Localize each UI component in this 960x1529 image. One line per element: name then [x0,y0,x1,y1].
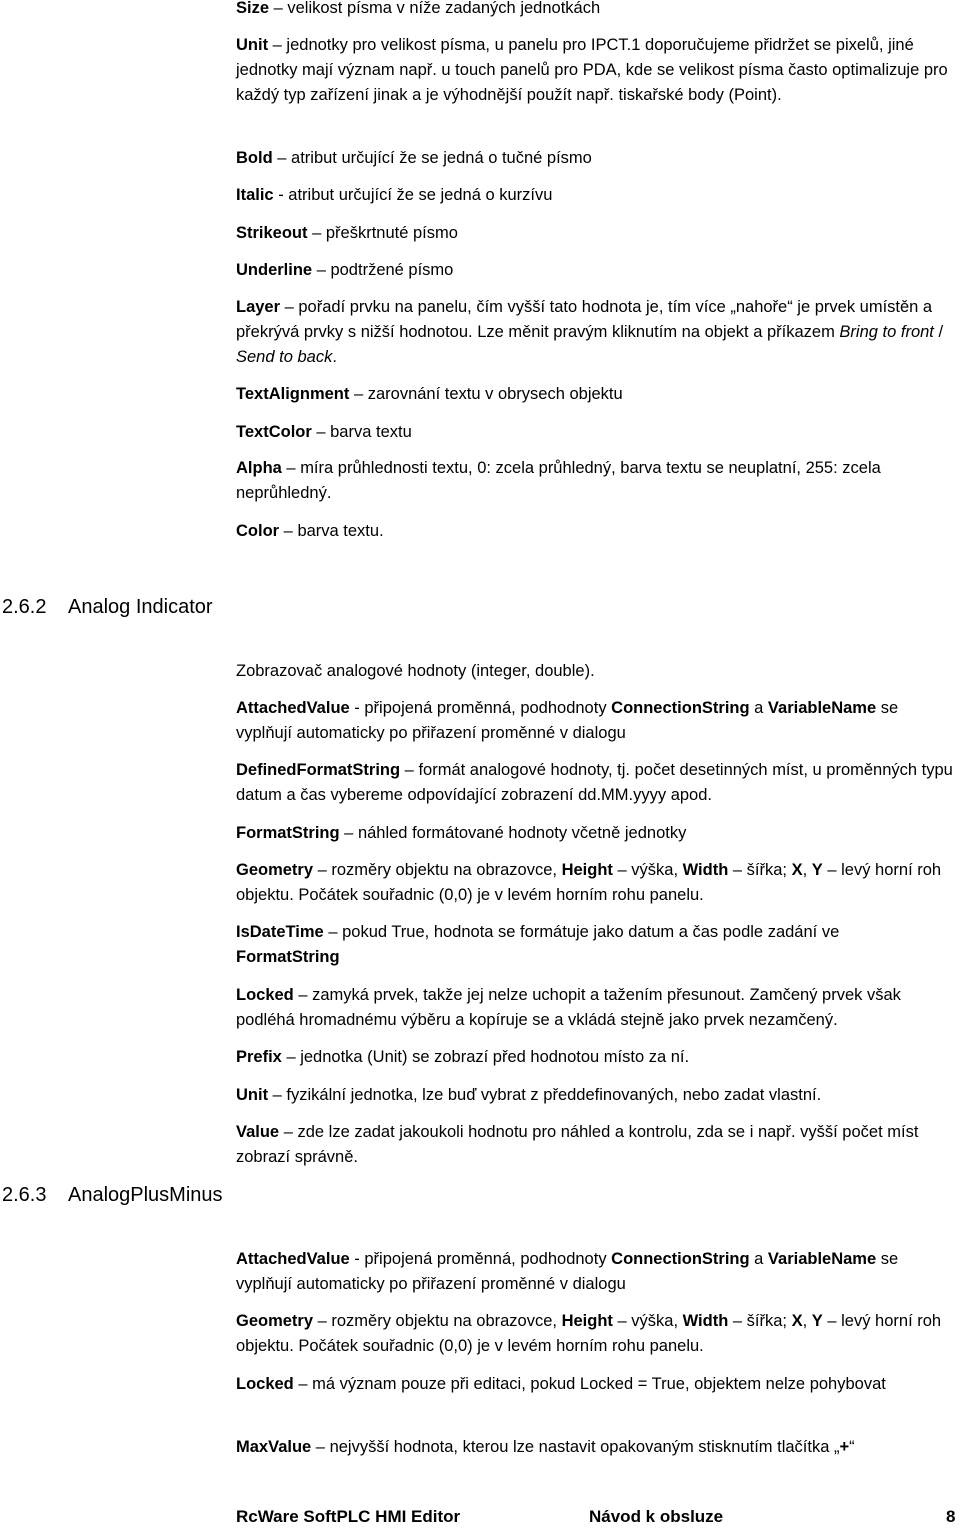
section-intro: Zobrazovač analogové hodnoty (integer, double). [236,662,595,680]
prop-size: Size – velikost písma v níže zadaných jednotkách [236,0,601,17]
prop-unit-physical: Unit – fyzikální jednotka, lze buď vybrat z předdefinovaných, nebo zadat vlastní. [236,1086,822,1104]
prop-formatstring: FormatString – náhled formátované hodnoty včetně jednotky [236,824,687,842]
section-number: 2.6.3 [2,1184,47,1206]
section-number: 2.6.2 [2,596,47,618]
footer-doc-title: Návod k obsluze [589,1507,724,1526]
prop-isdatetime: IsDateTime – pokud True, hodnota se formátuje jako datum a čas podle zadání ve FormatString [236,923,840,966]
prop-definedformatstring: DefinedFormatString – formát analogové hodnoty, tj. počet desetinných míst, u proměnných typu datum a čas vybereme odpovídající zobrazení dd.MM.yyyy apod. [236,761,953,804]
prop-textalignment: TextAlignment – zarovnání textu v obrysech objektu [236,385,623,403]
prop-locked: Locked – zamyká prvek, takže jej nelze uchopit a tažením přesunout. Zamčený prvek však podléhá hromadnému výběru a kopíruje se a vkládá stejně jako prvek nezamčený. [236,986,901,1029]
prop-italic: Italic - atribut určující že se jedná o kurzívu [236,186,553,204]
prop-strikeout: Strikeout – přeškrtnuté písmo [236,224,458,242]
footer-page-number: 8 [946,1507,956,1526]
prop-unit: Unit – jednotky pro velikost písma, u panelu pro IPCT.1 doporučujeme přidržet se pixelů, jiné jednotky mají význam např. u touch panelů pro PDA, kde se velikost písma často optimalizuje pro každý typ zařízení jinak a je výhodnější použít např. tiskařské body (Point). [236,36,948,104]
prop-color: Color – barva textu. [236,522,384,540]
prop-locked: Locked – má význam pouze při editaci, pokud Locked = True, objektem nelze pohybovat [236,1375,886,1393]
prop-prefix: Prefix – jednotka (Unit) se zobrazí před hodnotou místo za ní. [236,1048,690,1066]
section-heading-analog-indicator [2,595,213,619]
prop-layer: Layer – pořadí prvku na panelu, čím vyšší tato hodnota je, tím více „nahoře“ je prvek umístěn a překrývá prvky s nižší hodnotou. Lze měnit pravým kliknutím na objekt a příkazem Bring to front / Send to back. [236,298,944,366]
section-title: AnalogPlusMinus [68,1184,223,1206]
prop-bold: Bold – atribut určující že se jedná o tučné písmo [236,149,592,167]
footer-product: RcWare SoftPLC HMI Editor [236,1507,461,1526]
prop-textcolor: TextColor – barva textu [236,423,412,441]
term: Size [236,0,270,17]
prop-attachedvalue: AttachedValue - připojená proměnná, podhodnoty ConnectionString a VariableName se vyplňují automaticky po přiřazení proměnné v dialogu [236,1250,899,1293]
prop-underline: Underline – podtržené písmo [236,261,454,279]
prop-value: Value – zde lze zadat jakoukoli hodnotu pro náhled a kontrolu, zda se i např. vyšší počet míst zobrazí správně. [236,1123,919,1166]
section-heading-analogplusminus [2,1183,223,1207]
section-title: Analog Indicator [68,596,213,618]
prop-alpha: Alpha – míra průhlednosti textu, 0: zcela průhledný, barva textu se neuplatní, 255: zcela neprůhledný. [236,459,881,502]
prop-geometry: Geometry – rozměry objektu na obrazovce, Height – výška, Width – šířka; X, Y – levý horní roh objektu. Počátek souřadnic (0,0) je v levém horním rohu panelu. [236,861,942,904]
prop-geometry: Geometry – rozměry objektu na obrazovce, Height – výška, Width – šířka; X, Y – levý horní roh objektu. Počátek souřadnic (0,0) je v levém horním rohu panelu. [236,1312,942,1355]
prop-maxvalue: MaxValue – nejvyšší hodnota, kterou lze nastavit opakovaným stisknutím tlačítka „+“ [236,1438,855,1456]
prop-attachedvalue: AttachedValue - připojená proměnná, podhodnoty ConnectionString a VariableName se vyplňují automaticky po přiřazení proměnné v dialogu [236,699,899,742]
